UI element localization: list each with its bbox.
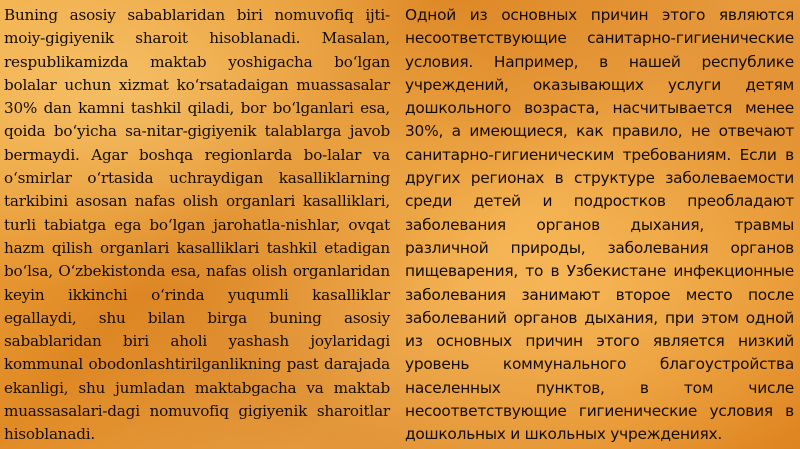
uzbek-paragraph: Buning asosiy sabablaridan biri nomuvofiq ijti-moiy-gigiyenik sharoit hisoblanadi. Masalan, respublikamizda maktab yoshigacha bo‘lgan bolalar uchun xizmat ko‘rsatadaigan muassasalar 30% dan kamni tashkil qiladi, bor bo‘lganlari esa, qoida bo‘yicha sa-nitar-gigiyenik talablarga javob bermaydi. Agar boshqa regionlarda bo-lalar va o‘smirlar o‘rtasida uchraydigan kasalliklarning tarkibini asosan nafas olish organlari kasalliklari, turli tabiatga ega bo‘lgan jarohatla-nishlar, ovqat hazm qilish organlari kasalliklari tashkil etadigan bo‘lsa, O‘zbekistonda esa, nafas olish organlaridan keyin ikkinchi o‘rinda yuqumli kasalliklar egallaydi, shu bilan birga buning asosiy sabablaridan biri aholi yashash joylaridagi kommunal obodonlashtirilganlikning past darajada ekanligi, shu jumladan maktabgacha va maktab muassasalari-dagi nomuvofiq gigiyenik sharoitlar hisoblanadi. xyxy=(4,6,390,444)
russian-paragraph: Одной из основных причин этого являются несоответствующие санитарно-гигиенические условия. Например, в нашей республике учреждений, оказывающих услуги детям дошкольного возраста, насчитывается менее 30%, а имеющиеся, как правило, не отвечают санитарно-гигиеническим требованиям. Если в других регионах в структуре заболеваемости среди детей и подростков преобладают заболевания органов дыхания, травмы различной природы, заболевания органов пищеварения, то в Узбекистане инфекционные заболевания занимают второе место после заболеваний органов дыхания, при этом одной из основных причин этого является низкий уровень коммунального благоустройства населенных пунктов, в том числе несоответствующие гигиенические условия в дошкольных и школьных учреждениях. xyxy=(405,6,794,444)
